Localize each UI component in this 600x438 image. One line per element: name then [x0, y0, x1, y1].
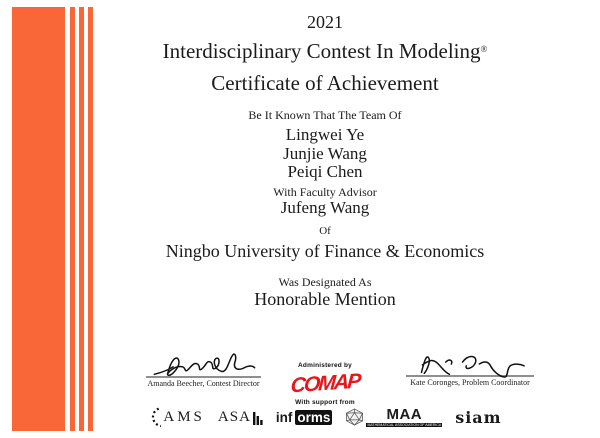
designation: Honorable Mention	[254, 289, 396, 309]
signature-kate-coronges-icon	[410, 350, 530, 378]
comap-logo: COMAP	[289, 369, 361, 398]
team-member-3: Peiqi Chen	[287, 162, 363, 181]
siam-logo	[455, 408, 501, 427]
signature-amanda-beecher-icon	[150, 349, 258, 379]
signature-block-problem-coordinator	[406, 350, 534, 387]
informs-box: orms	[297, 409, 331, 425]
ams-logo	[148, 407, 205, 427]
administered-by-block	[286, 354, 364, 406]
asa-bars-icon	[253, 410, 263, 425]
known-line: Be It Known That The Team Of	[248, 108, 402, 122]
year: 2021	[307, 12, 343, 32]
left-stripe-thin-2	[79, 7, 84, 431]
left-stripe-bar	[12, 7, 65, 431]
support-from-label: With support from	[295, 399, 355, 406]
certificate-subtitle: Certificate of Achievement	[211, 71, 439, 95]
asa-label: ASA	[217, 408, 251, 425]
maa-label: MAA	[386, 405, 423, 423]
informs-prefix: inf	[275, 409, 293, 425]
siam-label: siam	[455, 407, 502, 427]
advisor-name: Jufeng Wang	[280, 198, 370, 217]
maa-logo	[345, 407, 442, 428]
signature-block-contest-director	[146, 349, 261, 388]
problem-coordinator-caption: Kate Coronges, Problem Coordinator	[410, 378, 530, 387]
registered-mark: ®	[480, 44, 488, 54]
maa-caption: MATHEMATICAL ASSOCIATION OF AMERICA	[367, 422, 442, 427]
ams-label: AMS	[163, 408, 205, 425]
left-stripe-thin-1	[70, 7, 75, 431]
signature-rule	[406, 375, 534, 377]
team-member-1: Lingwei Ye	[285, 125, 365, 144]
sponsor-logos-row	[95, 403, 555, 431]
administered-by-label: Administered by	[298, 362, 352, 369]
informs-logo	[276, 410, 333, 425]
team-names	[90, 126, 560, 182]
contest-director-caption: Amanda Beecher, Contest Director	[147, 379, 260, 388]
team-member-2: Junjie Wang	[283, 143, 367, 163]
of-label: Of	[319, 225, 331, 237]
contest-title: Interdisciplinary Contest In Modeling®	[162, 39, 488, 63]
ams-fan-icon	[148, 407, 161, 427]
asa-logo	[218, 409, 263, 426]
designation-label: Was Designated As	[278, 275, 372, 289]
maa-icosahedron-icon	[345, 408, 364, 426]
signature-rule	[146, 376, 261, 378]
maa-text-block	[366, 407, 442, 428]
institution-name: Ningbo University of Finance & Economics	[165, 241, 485, 261]
advisor-label: With Faculty Advisor	[273, 185, 377, 199]
